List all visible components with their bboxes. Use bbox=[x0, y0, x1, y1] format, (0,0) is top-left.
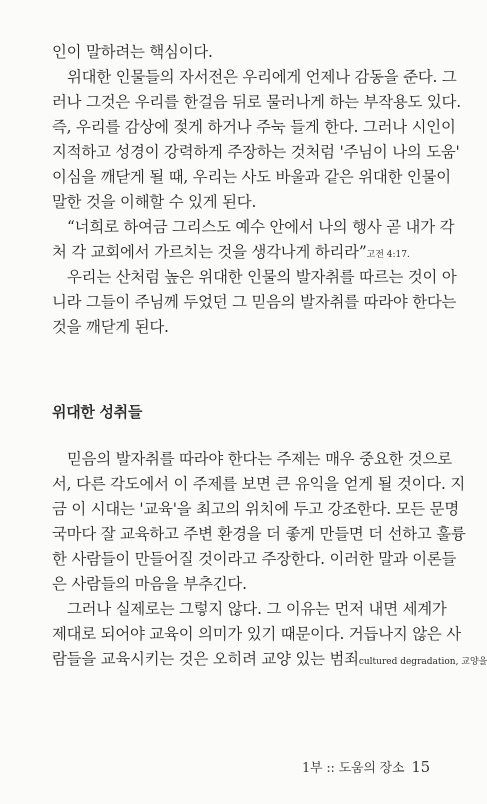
text-line bbox=[52, 647, 487, 672]
section-heading: 위대한 성취들 bbox=[52, 403, 143, 421]
text-line: 은 사람들의 마음을 부추긴다. bbox=[52, 575, 247, 593]
footer-part: 1부 bbox=[301, 761, 323, 776]
text-line: 국마다 잘 교육하고 주변 환경을 더 좋게 만들면 더 선하고 훌륭 bbox=[52, 525, 466, 543]
text-line: 말한 것을 이해할 수 있게 된다. bbox=[52, 193, 257, 211]
footer-separator: :: bbox=[326, 761, 335, 776]
text-line: 믿음의 발자취를 따라야 한다는 주제는 매우 중요한 것으로 bbox=[67, 450, 452, 468]
text-line: 니라 그들이 주님께 두었던 그 믿음의 발자취를 따라야 한다는 bbox=[52, 293, 457, 311]
text-line: 제대로 되어야 교육이 의미가 있기 때문이다. 거듭나지 않은 사 bbox=[52, 625, 461, 643]
quote-line bbox=[52, 240, 434, 265]
text-line: 지적하고 성경이 강력하게 주장하는 것처럼 '주님이 나의 도움' bbox=[52, 143, 460, 161]
page-body bbox=[52, 40, 487, 672]
section-gap bbox=[52, 340, 434, 400]
text-line: 서, 다른 각도에서 이 주제를 보면 큰 유익을 얻게 될 것이다. 지 bbox=[52, 475, 466, 493]
text-line: 인이 말하려는 핵심이다. bbox=[52, 43, 213, 61]
text-line: 그러나 실제로는 그렇지 않다. 그 이유는 먼저 내면 세계가 bbox=[67, 600, 447, 618]
gloss-note: cultured degradation, 교양을 bbox=[358, 657, 487, 667]
page-number: 15 bbox=[411, 758, 430, 776]
text-line: 우리는 산처럼 높은 위대한 인물의 발자취를 따르는 것이 아 bbox=[67, 268, 457, 286]
text-line: 즉, 우리를 감상에 젖게 하거나 주눅 들게 한다. 그러나 시인이 bbox=[52, 118, 456, 136]
text-line: 이심을 깨닫게 될 때, 우리는 사도 바울과 같은 위대한 인물이 bbox=[52, 168, 451, 186]
text-line: 것을 깨닫게 된다. bbox=[52, 318, 169, 336]
text-span: 람들을 교육시키는 것은 오히려 교양 있는 범죄 bbox=[52, 650, 359, 668]
page-footer bbox=[302, 757, 430, 776]
quote-line: “너희로 하여금 그리스도 예수 안에서 나의 행사 곧 내가 각 bbox=[67, 218, 455, 236]
text-line: 금 이 시대는 '교육'을 최고의 위치에 두고 강조한다. 모든 문명 bbox=[52, 500, 460, 518]
scripture-reference: 고전 4:17. bbox=[366, 250, 410, 260]
text-line: 한 사람들이 만들어질 것이라고 주장한다. 이러한 말과 이론들 bbox=[52, 550, 457, 568]
quote-text: 처 각 교회에서 가르치는 것을 생각나게 하리라” bbox=[52, 243, 367, 261]
text-line: 러나 그것은 우리를 한걸음 뒤로 물러나게 하는 부작용도 있다. bbox=[52, 93, 461, 111]
text-line: 위대한 인물들의 자서전은 우리에게 언제나 감동을 준다. 그 bbox=[67, 68, 457, 86]
footer-title: 도움의 장소 bbox=[338, 761, 405, 776]
